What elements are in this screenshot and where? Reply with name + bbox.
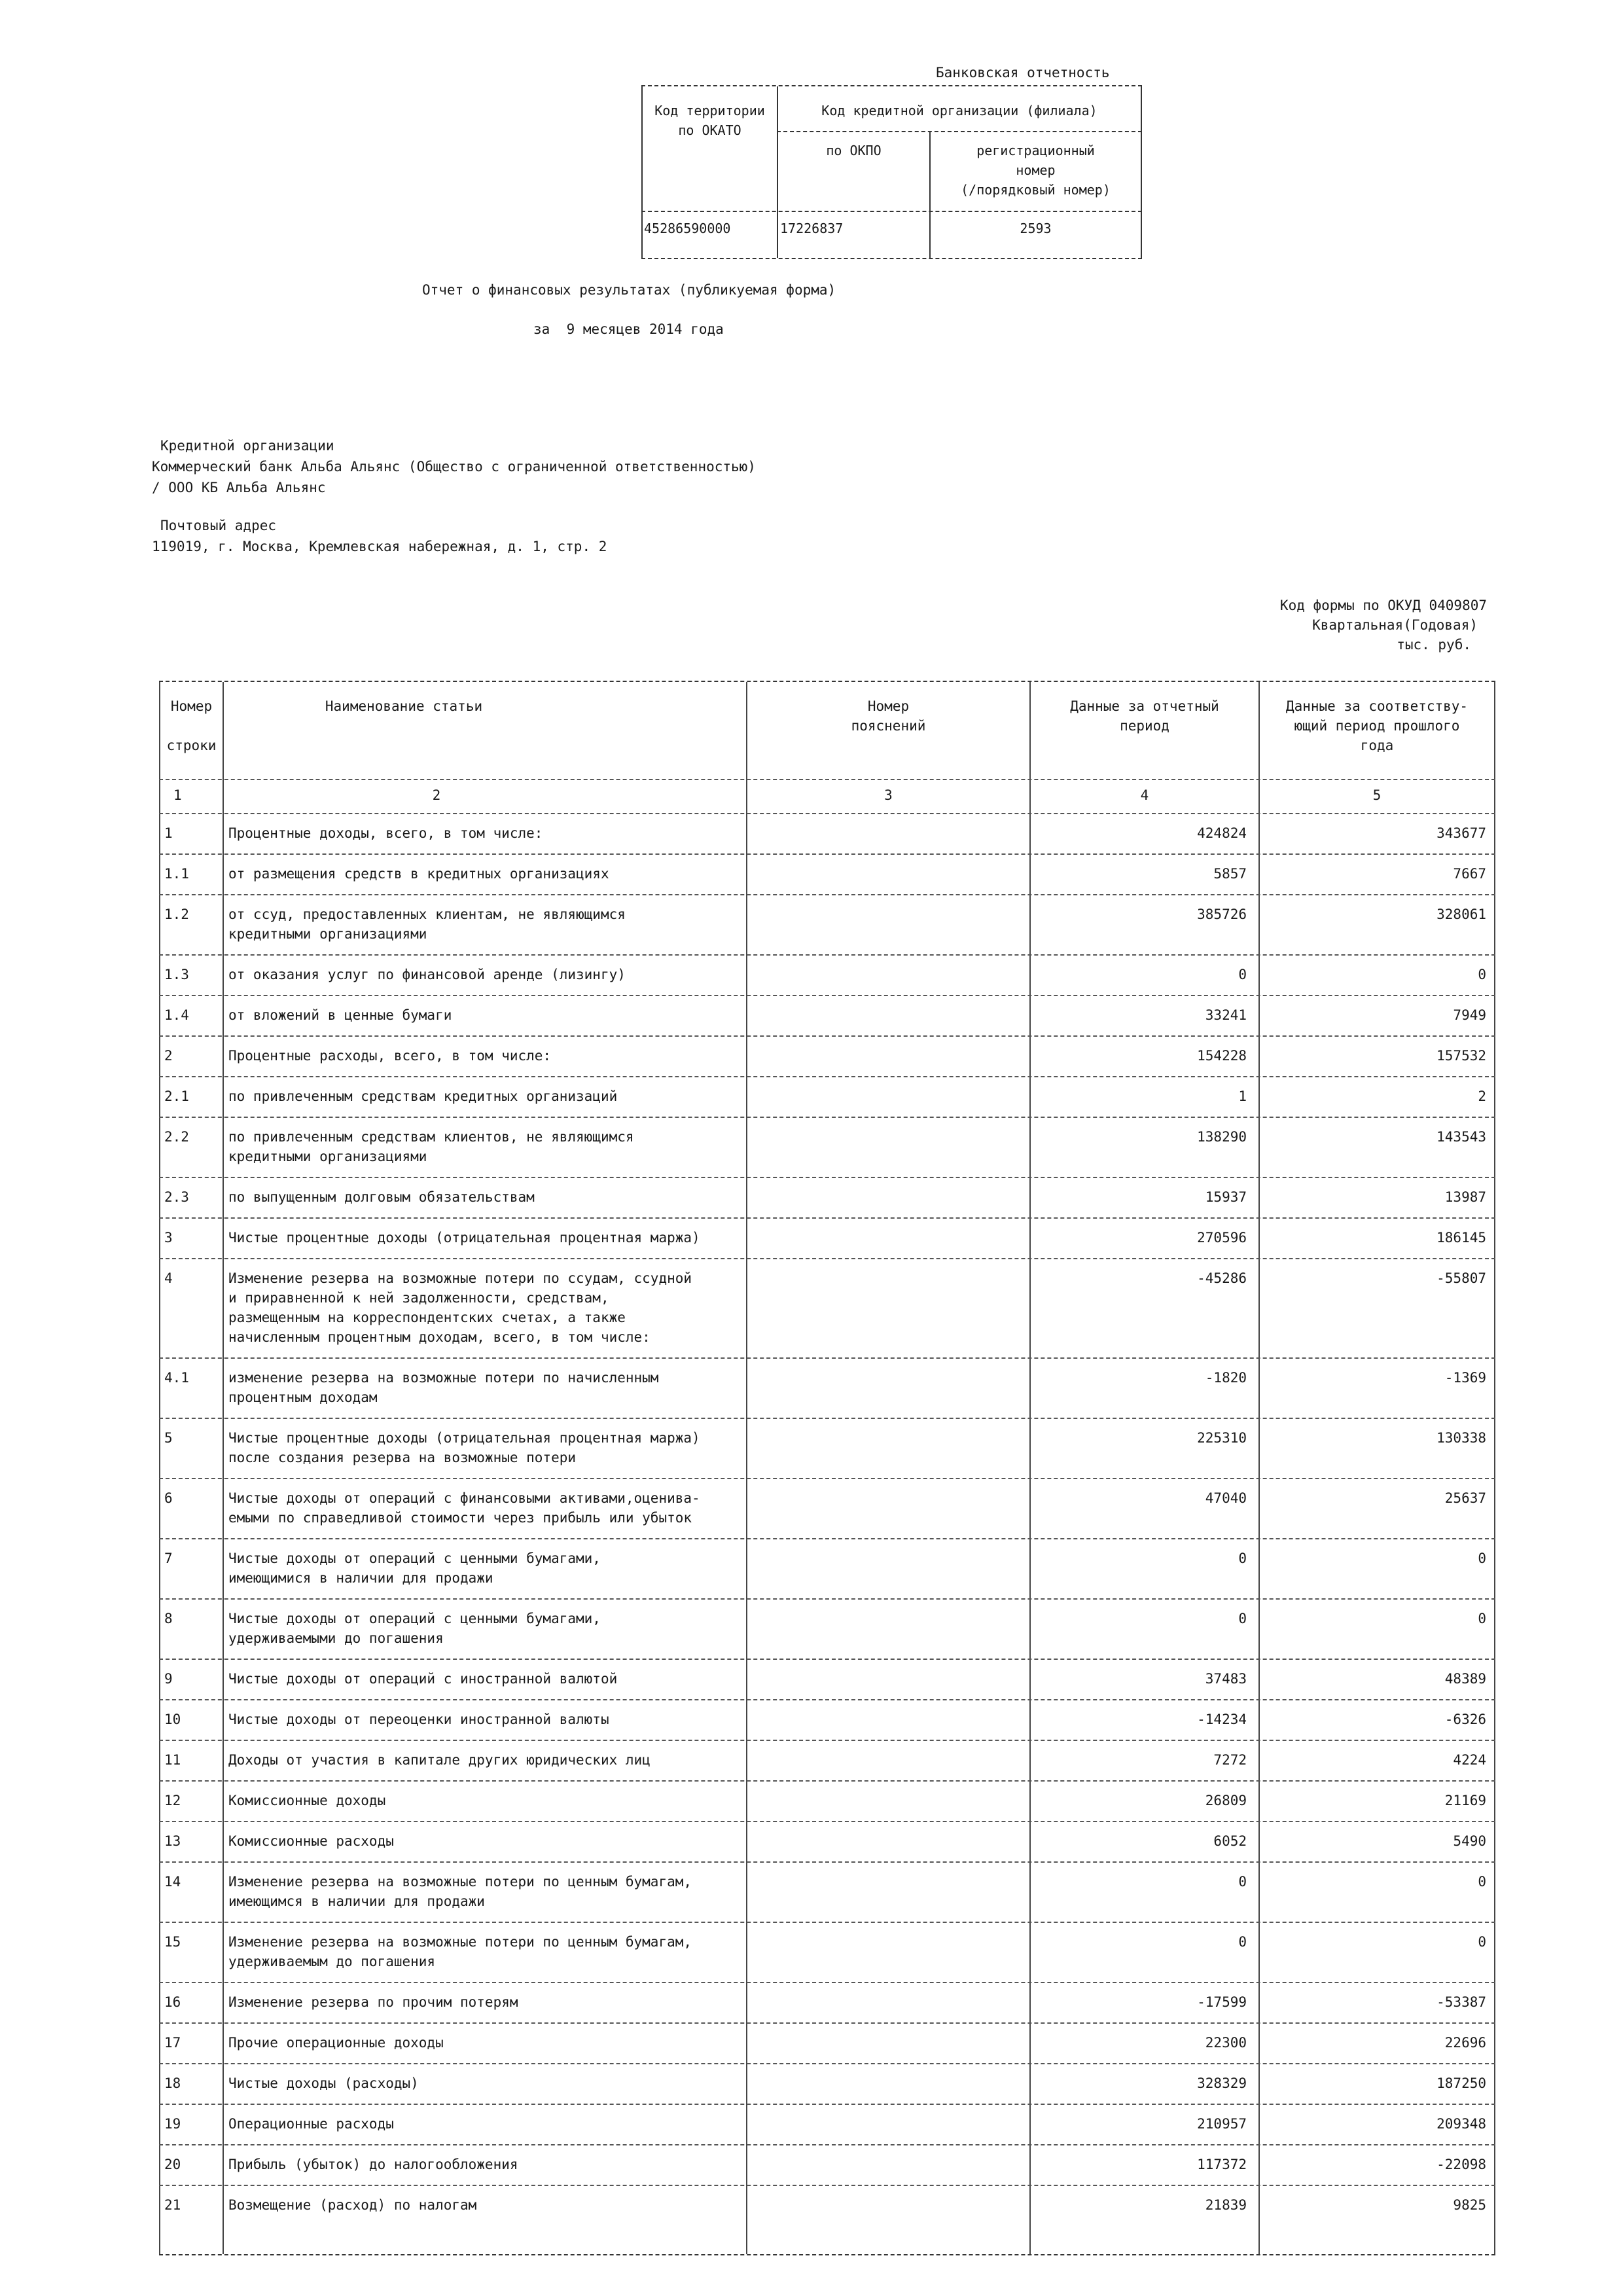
row-current-value: 225310 — [1197, 1430, 1247, 1446]
row-number: 7 — [164, 1551, 173, 1566]
row-current-value: 7272 — [1213, 1752, 1247, 1768]
row-number: 10 — [164, 1712, 181, 1727]
row-number: 6 — [164, 1490, 173, 1506]
row-item-name: Чистые доходы от переоценки иностранной валюты — [228, 1712, 609, 1727]
row-divider — [159, 1699, 1495, 1700]
row-divider — [159, 1177, 1495, 1178]
row-item-name: от оказания услуг по финансовой аренде (лизингу) — [228, 967, 626, 982]
row-previous-value: -6326 — [1444, 1712, 1486, 1727]
row-number: 9 — [164, 1671, 173, 1687]
address: 119019, г. Москва, Кремлевская набережная, д. 1, стр. 2 — [152, 539, 607, 554]
row-item-name: Комиссионные расходы — [228, 1833, 394, 1849]
row-previous-value: -1369 — [1444, 1370, 1486, 1386]
credit-org-code-header: Код кредитной организации (филиала) — [821, 103, 1097, 118]
row-previous-value: 7667 — [1453, 866, 1486, 882]
row-previous-value: -55807 — [1436, 1270, 1486, 1286]
row-previous-value: 7949 — [1453, 1007, 1486, 1023]
row-previous-value: -53387 — [1436, 1994, 1486, 2010]
row-divider — [159, 1659, 1495, 1660]
row-previous-value: 4224 — [1453, 1752, 1486, 1768]
column-number-4: 4 — [1140, 787, 1149, 803]
column-number-3: 3 — [884, 787, 893, 803]
row-item-name: Комиссионные доходы — [228, 1793, 386, 1808]
row-divider — [159, 2063, 1495, 2064]
row-divider — [159, 2022, 1495, 2024]
row-current-value: 0 — [1238, 967, 1247, 982]
row-current-value: 210957 — [1197, 2116, 1247, 2132]
reg-number-header: регистрационный номер (/порядковый номер) — [961, 143, 1111, 198]
row-divider — [159, 2104, 1495, 2105]
row-previous-value: 21169 — [1444, 1793, 1486, 1808]
row-divider — [159, 1217, 1495, 1219]
row-current-value: 47040 — [1205, 1490, 1247, 1506]
column-number-1: 1 — [173, 787, 182, 803]
units: тыс. руб. — [1397, 637, 1471, 653]
header-note-number: Номер пояснений — [851, 698, 926, 734]
row-previous-value: 22696 — [1444, 2035, 1486, 2051]
row-number: 1.3 — [164, 967, 189, 982]
row-item-name: по привлеченным средствам клиентов, не являющимся кредитными организациями — [228, 1129, 634, 1164]
row-item-name: Чистые доходы от операций с иностранной валютой — [228, 1671, 618, 1687]
row-current-value: 117372 — [1197, 2157, 1247, 2172]
row-number: 18 — [164, 2075, 181, 2091]
row-number: 2.3 — [164, 1189, 189, 1205]
row-number: 3 — [164, 1230, 173, 1246]
row-previous-value: 0 — [1478, 1874, 1486, 1890]
row-previous-value: 13987 — [1444, 1189, 1486, 1205]
row-current-value: 0 — [1238, 1611, 1247, 1626]
row-current-value: 0 — [1238, 1874, 1247, 1890]
row-current-value: 6052 — [1213, 1833, 1247, 1849]
row-current-value: -1820 — [1205, 1370, 1247, 1386]
row-previous-value: 130338 — [1436, 1430, 1486, 1446]
row-current-value: 5857 — [1213, 866, 1247, 882]
row-item-name: Операционные расходы — [228, 2116, 394, 2132]
row-current-value: 154228 — [1197, 1048, 1247, 1064]
row-number: 17 — [164, 2035, 181, 2051]
row-item-name: Доходы от участия в капитале других юридических лиц — [228, 1752, 651, 1768]
row-item-name: Чистые процентные доходы (отрицательная процентная маржа) — [228, 1230, 700, 1246]
okpo-value: 17226837 — [780, 221, 844, 236]
row-item-name: изменение резерва на возможные потери по начисленным процентным доходам — [228, 1370, 659, 1405]
row-item-name: Изменение резерва на возможные потери по ценным бумагам, имеющимся в наличии для продажи — [228, 1874, 692, 1909]
row-current-value: 37483 — [1205, 1671, 1247, 1687]
row-current-value: 26809 — [1205, 1793, 1247, 1808]
row-item-name: Изменение резерва по прочим потерям — [228, 1994, 518, 2010]
row-current-value: 138290 — [1197, 1129, 1247, 1145]
row-previous-value: 157532 — [1436, 1048, 1486, 1064]
row-divider — [159, 1076, 1495, 1077]
org-name-line1: Коммерческий банк Альба Альянс (Общество с ограниченной ответственностью) — [152, 459, 756, 475]
okato-header: Код территории по ОКАТО — [654, 103, 765, 138]
row-current-value: -14234 — [1197, 1712, 1247, 1727]
row-divider — [159, 1922, 1495, 1923]
row-previous-value: 187250 — [1436, 2075, 1486, 2091]
financial-results-table — [159, 681, 1495, 2255]
report-title: Отчет о финансовых результатах (публикуемая форма) — [422, 282, 836, 298]
row-number: 4.1 — [164, 1370, 189, 1386]
row-divider — [159, 954, 1495, 956]
row-divider — [159, 2185, 1495, 2186]
address-label: Почтовый адрес — [160, 518, 277, 533]
row-previous-value: 0 — [1478, 1611, 1486, 1626]
row-previous-value: 0 — [1478, 1934, 1486, 1950]
row-current-value: 33241 — [1205, 1007, 1247, 1023]
row-item-name: Чистые доходы от операций с финансовыми активами,оценива- емыми по справедливой стоимости через прибыль или убыток — [228, 1490, 700, 1526]
row-previous-value: 25637 — [1444, 1490, 1486, 1506]
row-previous-value: 9825 — [1453, 2197, 1486, 2213]
row-divider — [159, 1035, 1495, 1037]
row-item-name: Прибыль (убыток) до налогообложения — [228, 2157, 518, 2172]
row-number: 1 — [164, 825, 173, 841]
header-item-name: Наименование статьи — [325, 698, 483, 714]
row-number: 12 — [164, 1793, 181, 1808]
row-number: 5 — [164, 1430, 173, 1446]
row-item-name: по выпущенным долговым обязательствам — [228, 1189, 535, 1205]
row-number: 1.1 — [164, 866, 189, 882]
row-item-name: Чистые доходы от операций с ценными бумагами, удерживаемыми до погашения — [228, 1611, 601, 1646]
org-label: Кредитной организации — [160, 438, 334, 454]
row-divider — [159, 853, 1495, 855]
reg-number-value: 2593 — [1020, 221, 1052, 236]
row-number: 21 — [164, 2197, 181, 2213]
row-divider — [159, 1258, 1495, 1259]
row-divider — [159, 1538, 1495, 1539]
row-previous-value: 186145 — [1436, 1230, 1486, 1246]
header-current-period: Данные за отчетный период — [1070, 698, 1219, 734]
row-number: 2.2 — [164, 1129, 189, 1145]
row-current-value: 22300 — [1205, 2035, 1247, 2051]
code-box — [641, 85, 1142, 259]
row-number: 2.1 — [164, 1088, 189, 1104]
row-previous-value: 343677 — [1436, 825, 1486, 841]
row-item-name: по привлеченным средствам кредитных организаций — [228, 1088, 618, 1104]
row-number: 20 — [164, 2157, 181, 2172]
row-divider — [159, 1418, 1495, 1419]
row-divider — [159, 1357, 1495, 1359]
row-number: 4 — [164, 1270, 173, 1286]
row-item-name: Процентные доходы, всего, в том числе: — [228, 825, 543, 841]
row-item-name: Возмещение (расход) по налогам — [228, 2197, 477, 2213]
row-current-value: 1 — [1238, 1088, 1247, 1104]
row-item-name: Изменение резерва на возможные потери по ценным бумагам, удерживаемым до погашения — [228, 1934, 692, 1969]
row-number: 14 — [164, 1874, 181, 1890]
row-item-name: от ссуд, предоставленных клиентам, не являющимся кредитными организациями — [228, 906, 626, 942]
row-number: 1.4 — [164, 1007, 189, 1023]
row-number: 16 — [164, 1994, 181, 2010]
form-period: Квартальная(Годовая) — [1312, 617, 1478, 633]
row-item-name: Изменение резерва на возможные потери по ссудам, ссудной и приравненной к ней задолженности, средствам, размещенным на корреспондентских счетах, а также начисленным процентным доходам, всего, в том числе: — [228, 1270, 692, 1345]
row-divider — [159, 1861, 1495, 1863]
row-divider — [159, 1780, 1495, 1782]
row-number: 11 — [164, 1752, 181, 1768]
form-code: Код формы по ОКУД 0409807 — [1279, 598, 1487, 613]
row-current-value: 328329 — [1197, 2075, 1247, 2091]
row-previous-value: 0 — [1478, 1551, 1486, 1566]
row-number: 15 — [164, 1934, 181, 1950]
row-item-name: Чистые доходы от операций с ценными бумагами, имеющимися в наличии для продажи — [228, 1551, 601, 1586]
column-number-2: 2 — [432, 787, 441, 803]
report-period: за 9 месяцев 2014 года — [533, 321, 724, 337]
row-divider — [159, 1478, 1495, 1479]
row-divider — [159, 1598, 1495, 1600]
row-item-name: Чистые процентные доходы (отрицательная процентная маржа) после создания резерва на возможные потери — [228, 1430, 700, 1465]
row-divider — [159, 1117, 1495, 1118]
row-number: 13 — [164, 1833, 181, 1849]
row-current-value: 270596 — [1197, 1230, 1247, 1246]
column-number-5: 5 — [1372, 787, 1382, 803]
row-divider — [159, 995, 1495, 996]
row-current-value: 0 — [1238, 1551, 1247, 1566]
row-current-value: 424824 — [1197, 825, 1247, 841]
row-item-name: от вложений в ценные бумаги — [228, 1007, 452, 1023]
row-divider — [159, 1982, 1495, 1983]
row-previous-value: 143543 — [1436, 1129, 1486, 1145]
row-previous-value: 2 — [1478, 1088, 1486, 1104]
row-current-value: 385726 — [1197, 906, 1247, 922]
okato-value: 45286590000 — [644, 221, 731, 236]
row-number: 8 — [164, 1611, 173, 1626]
row-current-value: 0 — [1238, 1934, 1247, 1950]
header-previous-period: Данные за соответству- ющий период прошлого года — [1285, 698, 1469, 753]
report-type-title: Банковская отчетность — [936, 65, 1110, 81]
row-divider — [159, 2144, 1495, 2145]
row-current-value: 15937 — [1205, 1189, 1247, 1205]
row-number: 19 — [164, 2116, 181, 2132]
row-item-name: Чистые доходы (расходы) — [228, 2075, 419, 2091]
row-previous-value: -22098 — [1436, 2157, 1486, 2172]
org-name-line2: / ООО КБ Альба Альянс — [152, 480, 326, 495]
row-number: 1.2 — [164, 906, 189, 922]
row-divider — [159, 894, 1495, 895]
okpo-header: по ОКПО — [826, 143, 882, 158]
row-previous-value: 5490 — [1453, 1833, 1486, 1849]
row-divider — [159, 1740, 1495, 1741]
row-previous-value: 0 — [1478, 967, 1486, 982]
row-previous-value: 209348 — [1436, 2116, 1486, 2132]
row-previous-value: 48389 — [1444, 1671, 1486, 1687]
row-current-value: -45286 — [1197, 1270, 1247, 1286]
row-divider — [159, 1821, 1495, 1822]
row-number: 2 — [164, 1048, 173, 1064]
row-item-name: Процентные расходы, всего, в том числе: — [228, 1048, 552, 1064]
row-item-name: Прочие операционные доходы — [228, 2035, 444, 2051]
row-previous-value: 328061 — [1436, 906, 1486, 922]
row-item-name: от размещения средств в кредитных организациях — [228, 866, 609, 882]
row-current-value: 21839 — [1205, 2197, 1247, 2213]
header-row-number: Номер строки — [166, 698, 217, 753]
row-current-value: -17599 — [1197, 1994, 1247, 2010]
